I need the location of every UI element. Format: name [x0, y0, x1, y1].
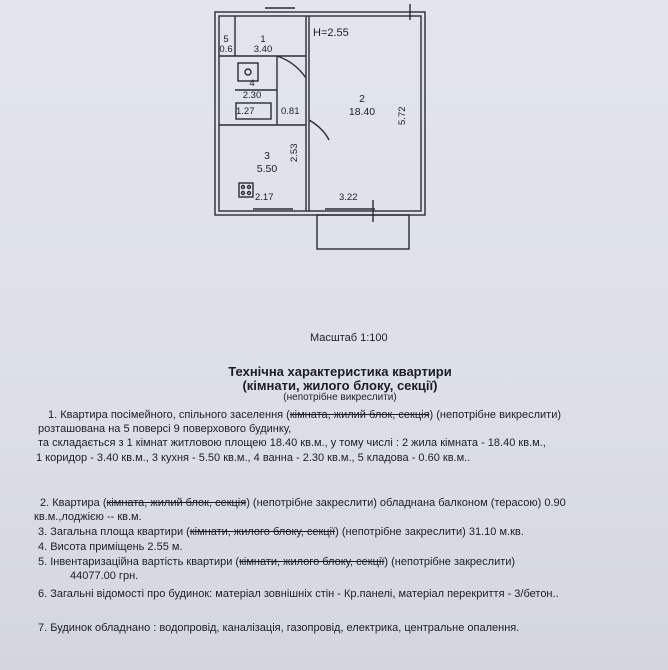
room-5-number: 5: [223, 34, 229, 45]
title-note: (непотрібне викреслити): [283, 392, 397, 403]
item-1-line-2: розташована на 5 поверсі 9 поверхового будинку,: [38, 423, 292, 435]
title-line-1: Технічна характеристика квартири: [228, 364, 452, 379]
item-2-line-2: кв.м.,лоджією -- кв.м.: [34, 511, 142, 523]
dim-3: 2.53: [289, 143, 300, 162]
room-4-number: 4: [249, 78, 255, 89]
dim-4: 2.17: [255, 192, 274, 203]
room-5-area: 0.6: [219, 44, 233, 55]
item-1-line-3: та складається з 1 кімнат житловою площею 18.40 кв.м., у тому числі : 2 жила кімната - 18.40 кв.м.,: [38, 437, 546, 449]
item-3: 3. Загальна площа квартири (кімнати, жилого блоку, секції) (непотрібне закреслити) 31.10 м.кв.: [38, 526, 524, 538]
room-1-area: 3.40: [253, 44, 273, 55]
item-4: 4. Висота приміщень 2.55 м.: [38, 541, 183, 553]
item-6: 6. Загальні відомості про будинок: матеріал зовнішніх стін - Кр.панелі, матеріал перекриття - 3/бетон..: [38, 588, 559, 600]
room-4-area: 2.30: [242, 90, 262, 101]
title-line-2: (кімнати, жилого блоку, секції): [242, 378, 438, 393]
floor-plan: [205, 0, 435, 255]
room-2-area: 18.40: [348, 106, 376, 118]
item-7: 7. Будинок обладнано : водопровід, каналізація, газопровід, електрика, центральне опалення.: [38, 622, 520, 634]
scale-label: Масштаб 1:100: [310, 332, 388, 344]
item-1-line-1: 1. Квартира посімейного, спільного заселення (кімната, жилий блок, секція) (непотрібне викреслити): [48, 409, 562, 421]
item-5-line-1: 5. Інвентаризаційна вартість квартири (кімнати, жилого блоку, секції) (непотрібне закреслити): [38, 556, 516, 568]
dim-6: 5.72: [397, 106, 408, 125]
dim-5: 3.22: [339, 192, 358, 203]
room-1-number: 1: [260, 34, 266, 45]
room-2-number: 2: [359, 93, 365, 105]
item-5-line-2: 44077.00 грн.: [70, 570, 139, 582]
item-1-line-4: 1 коридор - 3.40 кв.м., 3 кухня - 5.50 кв.м., 4 ванна - 2.30 кв.м., 5 кладова - 0.60 кв.м..: [36, 452, 471, 464]
room-3-area: 5.50: [256, 163, 278, 175]
dim-2: 0.81: [281, 106, 300, 117]
dim-1: 1.27: [236, 106, 255, 117]
page-title: [190, 365, 490, 393]
item-2-line-1: 2. Квартира (кімната, жилий блок, секція) (непотрібне закреслити) обладнана балконом (терасою) 0.90: [40, 497, 566, 509]
room-3-number: 3: [264, 150, 270, 162]
height-label: H=2.55: [313, 27, 349, 39]
